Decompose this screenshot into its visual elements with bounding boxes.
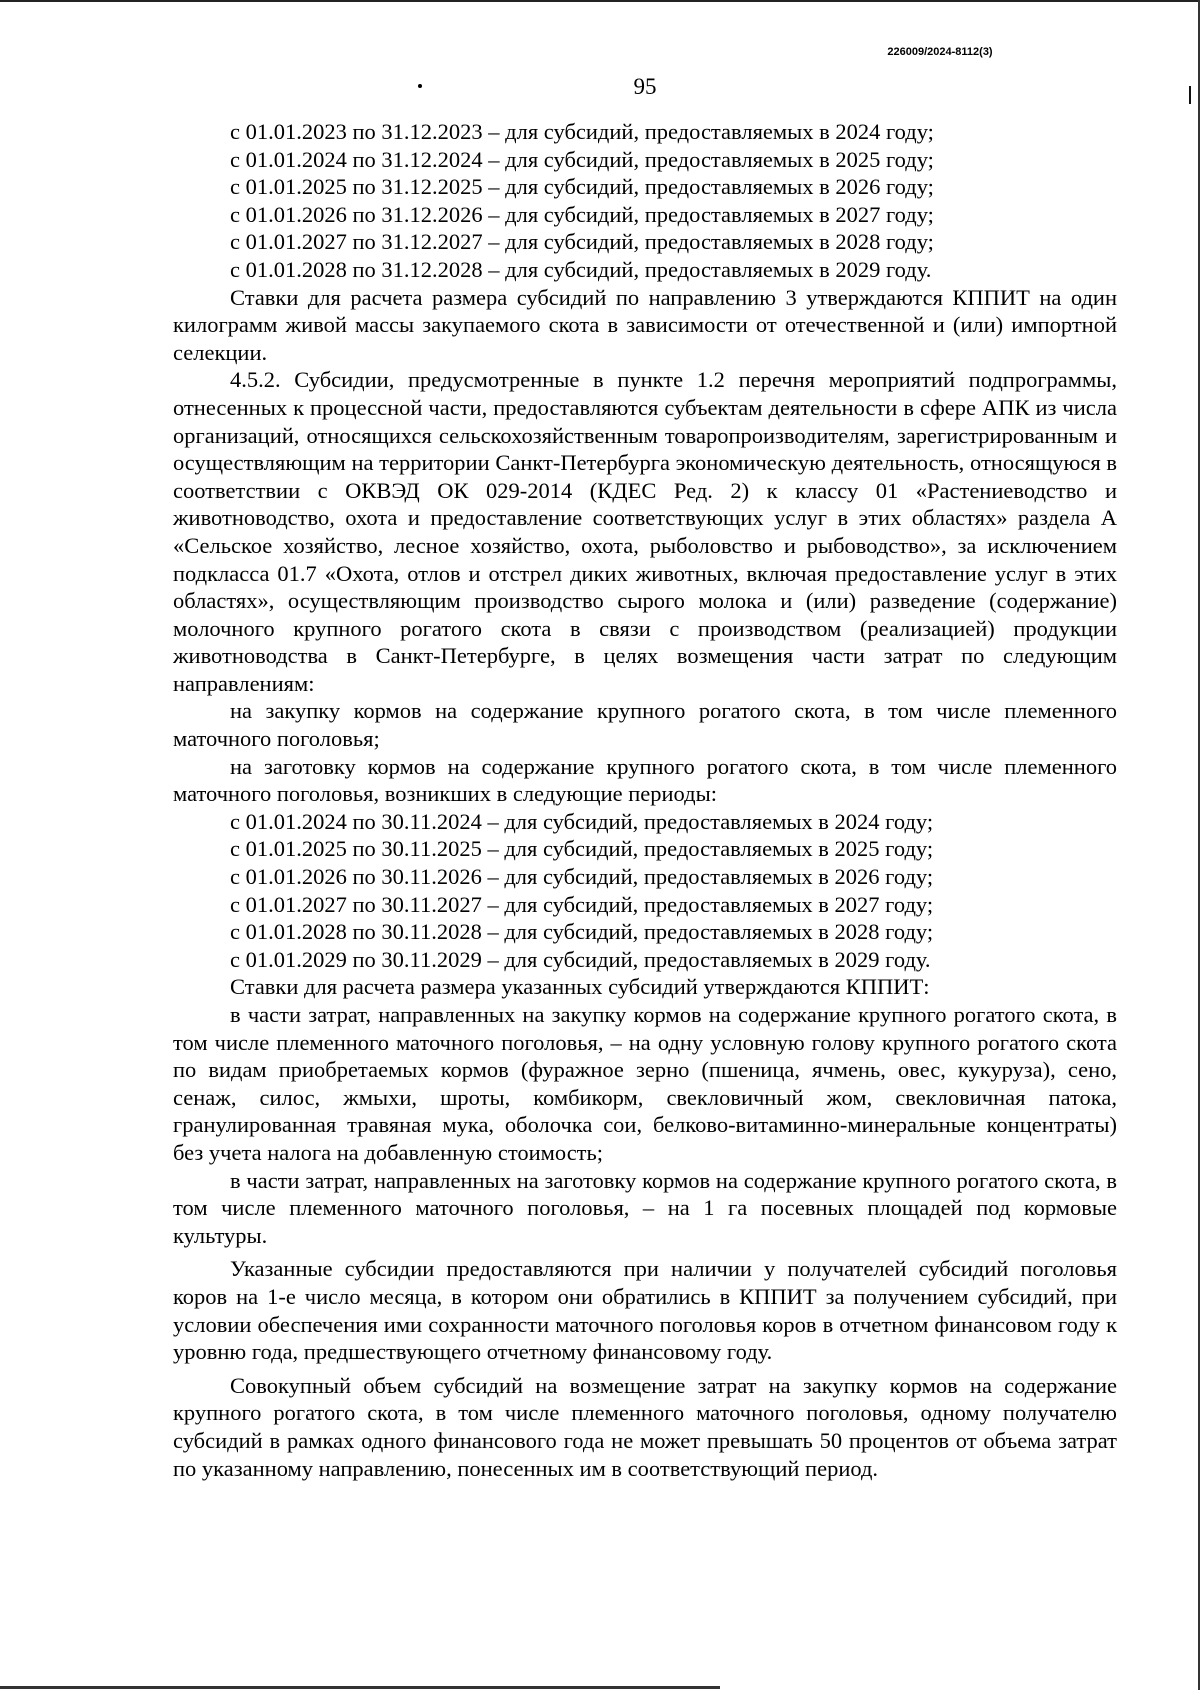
- rate-item: в части затрат, направленных на заготовку кормов на содержание крупного рогатого скота, в том числе племенного маточного поголовья, – на 1 га посевных площадей под кормовые культуры.: [173, 1167, 1117, 1248]
- scan-edge-bottom: [0, 1686, 720, 1689]
- scan-dot: [418, 84, 422, 88]
- page-number: 95: [633, 74, 657, 99]
- period-line: с 01.01.2024 по 31.12.2024 – для субсидий, предоставляемых в 2025 году;: [230, 146, 934, 172]
- clause-4-5-2: 4.5.2. Субсидии, предусмотренные в пункте 1.2 перечня мероприятий подпрограммы, отнесенных к процессной части, предоставляются субъектам деятельности в сфере АПК из числа организаций, относящихся сельскохозяйственным товаропроизводителям, зарегистрированным и осуществляющим на территории Санкт-Петербурга экономическую деятельность, относящуюся в соответствии с ОКВЭД ОК 029-2014 (КДЕС Ред. 2) к классу 01 «Растениеводство и животноводство, охота и предоставление соответствующих услуг в этих областях» раздела А «Сельское хозяйство, лесное хозяйство, охота, рыболовство и рыбоводство», за исключением подкласса 01.7 «Охота, отлов и отстрел диких животных, включая предоставление услуг в этих областях», осуществляющим производство сырого молока и (или) разведение (содержание) молочного крупного рогатого скота в связи с производством (реализацией) продукции животноводства в Санкт-Петербурге, в целях возмещения части затрат по следующим направлениям:: [173, 367, 1117, 696]
- limit-paragraph: Совокупный объем субсидий на возмещение затрат на закупку кормов на содержание крупного рогатого скота, в том числе племенного маточного поголовья, одному получателю субсидий в рамках одного финансового года не может превышать 50 процентов от объема затрат по указанному направлению, понесенных им в соответствующий период.: [173, 1372, 1117, 1481]
- direction-item: на заготовку кормов на содержание крупного рогатого скота, в том числе племенного маточного поголовья, возникших в следующие периоды:: [173, 753, 1117, 807]
- period-line: с 01.01.2024 по 30.11.2024 – для субсидий, предоставляемых в 2024 году;: [230, 808, 934, 834]
- document-body: [173, 118, 1117, 1482]
- period-line: с 01.01.2028 по 31.12.2028 – для субсидий, предоставляемых в 2029 году.: [230, 256, 932, 282]
- document-id: 226009/2024-8112(3): [887, 46, 993, 58]
- period-line: с 01.01.2029 по 30.11.2029 – для субсидий, предоставляемых в 2029 году.: [230, 946, 931, 972]
- period-line: с 01.01.2027 по 30.11.2027 – для субсидий, предоставляемых в 2027 году;: [230, 891, 934, 917]
- rates-paragraph: Ставки для расчета размера субсидий по направлению 3 утверждаются КППИТ на один килограмм живой массы закупаемого скота в зависимости от отечественной и (или) импортной селекции.: [173, 284, 1117, 365]
- direction-item: на закупку кормов на содержание крупного рогатого скота, в том числе племенного маточного поголовья;: [173, 698, 1117, 752]
- condition-paragraph: Указанные субсидии предоставляются при наличии у получателей субсидий поголовья коров на 1-е число месяца, в котором они обратились в КППИТ за получением субсидий, при условии обеспечения ими сохранности маточного поголовья коров в отчетном финансовом году к уровню года, предшествующего отчетному финансовому году.: [173, 1256, 1117, 1365]
- period-line: с 01.01.2026 по 31.12.2026 – для субсидий, предоставляемых в 2027 году;: [230, 201, 934, 227]
- period-line: с 01.01.2025 по 31.12.2025 – для субсидий, предоставляемых в 2026 году;: [230, 174, 934, 200]
- period-line: с 01.01.2023 по 31.12.2023 – для субсидий, предоставляемых в 2024 году;: [230, 119, 934, 144]
- rates-paragraph: Ставки для расчета размера указанных субсидий утверждаются КППИТ:: [230, 974, 930, 1000]
- rate-item: в части затрат, направленных на закупку кормов на содержание крупного рогатого скота, в том числе племенного маточного поголовья, – на одну условную голову крупного рогатого скота по видам приобретаемых кормов (фуражное зерно (пшеница, ячмень, овес, кукуруза), сено, сенаж, силос, жмыхи, шроты, комбикорм, свекловичный жом, свекловичная патока, гранулированная травяная мука, оболочка сои, белково-витаминно-минеральные концентраты) без учета налога на добавленную стоимость;: [173, 1002, 1117, 1165]
- period-line: с 01.01.2027 по 31.12.2027 – для субсидий, предоставляемых в 2028 году;: [230, 229, 934, 255]
- scan-mark: [1189, 86, 1191, 104]
- period-line: с 01.01.2028 по 30.11.2028 – для субсидий, предоставляемых в 2028 году;: [230, 919, 934, 945]
- period-line: с 01.01.2025 по 30.11.2025 – для субсидий, предоставляемых в 2025 году;: [230, 836, 934, 862]
- scan-edge-top: [0, 0, 1200, 2]
- period-line: с 01.01.2026 по 30.11.2026 – для субсидий, предоставляемых в 2026 году;: [230, 864, 934, 890]
